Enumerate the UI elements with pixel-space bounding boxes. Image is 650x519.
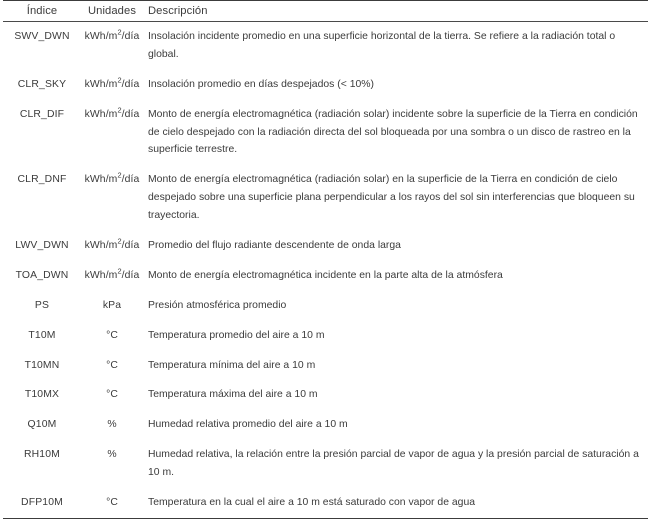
table-row — [3, 165, 648, 231]
description-cell: Humedad relativa, la relación entre la presión parcial de vapor de agua y la presión parcial de saturación a 10 m. — [148, 449, 639, 479]
units-cell — [81, 261, 143, 291]
units-cell — [81, 100, 143, 166]
description-cell: Insolación incidente promedio en una superficie horizontal de la tierra. Se refiere a la radiación total o global. — [148, 31, 616, 60]
index-name-cell: T10MX — [24, 389, 60, 401]
table-row — [3, 410, 648, 440]
units-cell — [81, 70, 143, 100]
description-cell: Promedio del flujo radiante descendente de onda larga — [148, 240, 401, 252]
table-row — [3, 321, 648, 351]
index-name-cell: CLR_DNF — [17, 174, 67, 186]
units-exponent: 2 — [117, 266, 122, 276]
units-cell: °C — [106, 497, 118, 509]
table-row — [3, 261, 648, 291]
units-base: kWh/m — [84, 269, 118, 281]
units-cell: °C — [106, 359, 118, 371]
table-row — [3, 100, 648, 166]
units-tail: /día — [121, 269, 140, 281]
index-name-cell: CLR_DIF — [19, 108, 65, 120]
column-header-indice: Índice — [3, 1, 81, 22]
units-cell: °C — [106, 329, 118, 341]
units-tail: /día — [121, 240, 140, 252]
units-exponent: 2 — [117, 105, 122, 115]
units-cell — [81, 165, 143, 231]
units-tail: /día — [121, 108, 140, 120]
units-exponent: 2 — [117, 75, 122, 85]
table-row — [3, 291, 648, 321]
index-name-cell: LWV_DWN — [15, 240, 69, 252]
description-cell: Temperatura mínima del aire a 10 m — [148, 359, 316, 371]
description-cell: Presión atmosférica promedio — [148, 299, 287, 311]
description-cell: Temperatura en la cual el aire a 10 m está saturado con vapor de agua — [148, 497, 476, 509]
units-exponent: 2 — [117, 27, 122, 37]
units-cell — [81, 231, 143, 261]
description-cell: Insolación promedio en días despejados (< 10%) — [148, 78, 375, 90]
index-name-cell: T10MN — [24, 359, 60, 371]
table-header-row — [3, 1, 648, 22]
index-name-cell: TOA_DWN — [15, 269, 69, 281]
units-tail: /día — [121, 78, 140, 90]
table-row — [3, 22, 648, 70]
description-cell: Humedad relativa promedio del aire a 10 m — [148, 419, 348, 431]
table-row — [3, 231, 648, 261]
units-cell: % — [107, 449, 117, 461]
index-name-cell: T10M — [28, 329, 56, 341]
index-name-cell: SWV_DWN — [14, 31, 70, 42]
index-name-cell: DFP10M — [21, 497, 63, 509]
index-name-cell: RH10M — [24, 449, 60, 461]
description-cell: Monto de energía electromagnética incidente en la parte alta de la atmósfera — [148, 269, 503, 281]
index-name-cell: PS — [34, 299, 50, 311]
units-cell — [81, 22, 143, 70]
index-name-cell: Q10M — [27, 419, 57, 431]
units-base: kWh/m — [84, 240, 118, 252]
table-row — [3, 351, 648, 381]
units-cell: % — [107, 419, 117, 431]
table-row — [3, 488, 648, 518]
table-row — [3, 380, 648, 410]
index-definitions-table — [3, 0, 648, 519]
units-base: kWh/m — [84, 78, 118, 90]
units-tail: /día — [121, 174, 140, 186]
units-base: kWh/m — [84, 31, 118, 42]
description-cell: Monto de energía electromagnética (radiación solar) incidente sobre la superficie de la Tierra en condición de cielo despejado con la radiación directa del sol bloqueada por una sombra o un disco de rastreo en la superficie terrestre. — [148, 108, 638, 156]
units-exponent: 2 — [117, 236, 122, 246]
units-tail: /día — [121, 31, 140, 42]
description-cell: Monto de energía electromagnética (radiación solar) en la superficie de la Tierra en condición de cielo despejado sobre una superficie plana perpendicular a los rayos del sol sin interferencias que bloqueen su trayectoria. — [148, 174, 635, 222]
table-header — [3, 1, 648, 22]
units-base: kWh/m — [84, 108, 118, 120]
units-exponent: 2 — [117, 170, 122, 180]
column-header-descripcion: Descripción — [143, 1, 648, 22]
table-row — [3, 440, 648, 488]
table-row — [3, 70, 648, 100]
index-name-cell: CLR_SKY — [17, 78, 67, 90]
column-header-unidades: Unidades — [81, 1, 143, 22]
description-cell: Temperatura promedio del aire a 10 m — [148, 329, 325, 341]
units-base: kWh/m — [84, 174, 118, 186]
description-cell: Temperatura máxima del aire a 10 m — [148, 389, 318, 401]
table-body — [3, 22, 648, 519]
units-cell: °C — [106, 389, 118, 401]
units-cell: kPa — [102, 299, 122, 311]
